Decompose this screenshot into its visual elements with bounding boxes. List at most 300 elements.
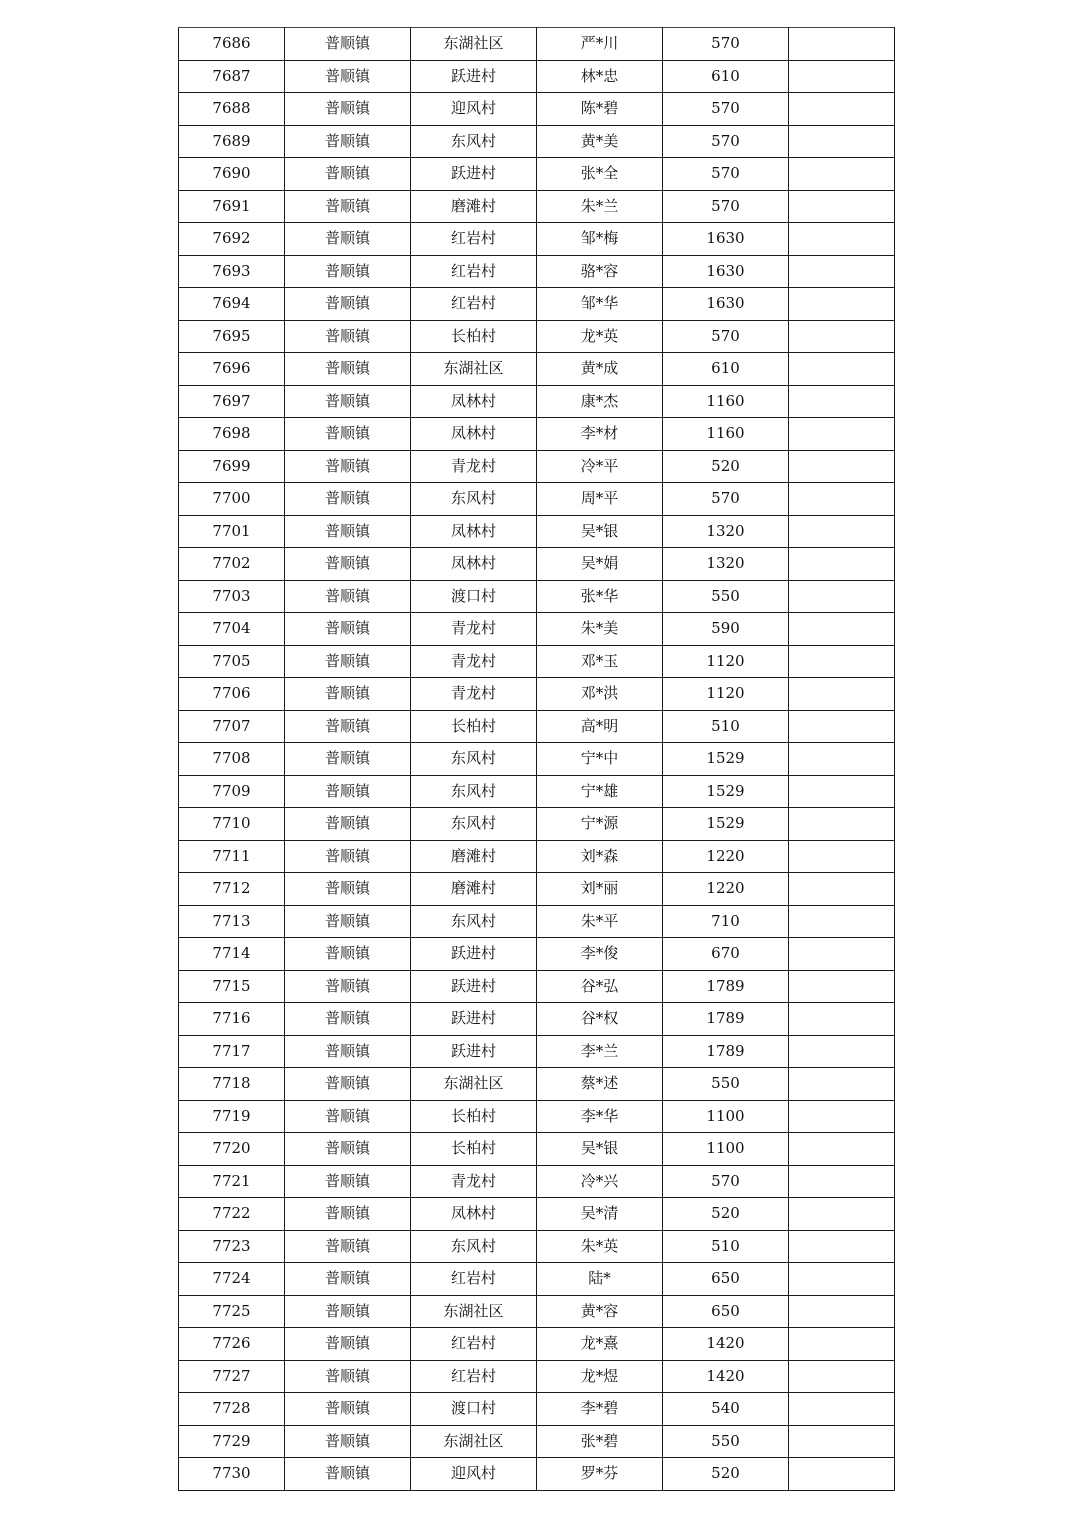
table-row	[179, 125, 895, 158]
row-number-cell: 7689	[179, 125, 285, 158]
remark-cell	[789, 223, 895, 256]
amount-cell: 1100	[663, 1100, 789, 1133]
name-cell: 罗*芬	[537, 1458, 663, 1491]
village-cell: 东风村	[411, 808, 537, 841]
row-number-cell: 7719	[179, 1100, 285, 1133]
amount-cell: 550	[663, 1425, 789, 1458]
town-cell: 普顺镇	[285, 1360, 411, 1393]
town-cell: 普顺镇	[285, 1003, 411, 1036]
table-row	[179, 840, 895, 873]
town-cell: 普顺镇	[285, 840, 411, 873]
row-number-cell: 7707	[179, 710, 285, 743]
name-cell: 李*材	[537, 418, 663, 451]
name-cell: 李*碧	[537, 1393, 663, 1426]
amount-cell: 1160	[663, 418, 789, 451]
town-cell: 普顺镇	[285, 450, 411, 483]
table-row	[179, 28, 895, 61]
village-cell: 红岩村	[411, 255, 537, 288]
table-row	[179, 223, 895, 256]
town-cell: 普顺镇	[285, 93, 411, 126]
table-row	[179, 678, 895, 711]
table-row	[179, 1263, 895, 1296]
row-number-cell: 7730	[179, 1458, 285, 1491]
remark-cell	[789, 1035, 895, 1068]
remark-cell	[789, 320, 895, 353]
remark-cell	[789, 710, 895, 743]
remark-cell	[789, 808, 895, 841]
village-cell: 跃进村	[411, 60, 537, 93]
remark-cell	[789, 938, 895, 971]
village-cell: 东风村	[411, 743, 537, 776]
row-number-cell: 7686	[179, 28, 285, 61]
town-cell: 普顺镇	[285, 1393, 411, 1426]
row-number-cell: 7706	[179, 678, 285, 711]
village-cell: 青龙村	[411, 1165, 537, 1198]
table-row	[179, 873, 895, 906]
name-cell: 宁*中	[537, 743, 663, 776]
row-number-cell: 7721	[179, 1165, 285, 1198]
remark-cell	[789, 190, 895, 223]
name-cell: 谷*弘	[537, 970, 663, 1003]
remark-cell	[789, 1458, 895, 1491]
village-cell: 渡口村	[411, 1393, 537, 1426]
row-number-cell: 7701	[179, 515, 285, 548]
amount-cell: 550	[663, 1068, 789, 1101]
amount-cell: 710	[663, 905, 789, 938]
table-row	[179, 580, 895, 613]
amount-cell: 550	[663, 580, 789, 613]
amount-cell: 520	[663, 1458, 789, 1491]
row-number-cell: 7705	[179, 645, 285, 678]
amount-cell: 1789	[663, 1035, 789, 1068]
remark-cell	[789, 840, 895, 873]
row-number-cell: 7703	[179, 580, 285, 613]
table-row	[179, 1068, 895, 1101]
name-cell: 蔡*述	[537, 1068, 663, 1101]
remark-cell	[789, 1165, 895, 1198]
village-cell: 东湖社区	[411, 353, 537, 386]
remark-cell	[789, 678, 895, 711]
village-cell: 跃进村	[411, 938, 537, 971]
remark-cell	[789, 450, 895, 483]
amount-cell: 1529	[663, 743, 789, 776]
village-cell: 东湖社区	[411, 1295, 537, 1328]
name-cell: 冷*兴	[537, 1165, 663, 1198]
row-number-cell: 7716	[179, 1003, 285, 1036]
town-cell: 普顺镇	[285, 548, 411, 581]
name-cell: 龙*英	[537, 320, 663, 353]
name-cell: 朱*美	[537, 613, 663, 646]
row-number-cell: 7724	[179, 1263, 285, 1296]
row-number-cell: 7687	[179, 60, 285, 93]
amount-cell: 570	[663, 158, 789, 191]
remark-cell	[789, 1198, 895, 1231]
amount-cell: 610	[663, 60, 789, 93]
table-row	[179, 288, 895, 321]
town-cell: 普顺镇	[285, 1328, 411, 1361]
town-cell: 普顺镇	[285, 938, 411, 971]
town-cell: 普顺镇	[285, 1263, 411, 1296]
town-cell: 普顺镇	[285, 743, 411, 776]
remark-cell	[789, 905, 895, 938]
name-cell: 宁*雄	[537, 775, 663, 808]
name-cell: 周*平	[537, 483, 663, 516]
village-cell: 红岩村	[411, 1360, 537, 1393]
town-cell: 普顺镇	[285, 353, 411, 386]
village-cell: 长柏村	[411, 710, 537, 743]
amount-cell: 1120	[663, 678, 789, 711]
amount-cell: 540	[663, 1393, 789, 1426]
row-number-cell: 7692	[179, 223, 285, 256]
name-cell: 邓*洪	[537, 678, 663, 711]
row-number-cell: 7710	[179, 808, 285, 841]
table-row	[179, 1458, 895, 1491]
remark-cell	[789, 1133, 895, 1166]
table-row	[179, 515, 895, 548]
table-row	[179, 1165, 895, 1198]
town-cell: 普顺镇	[285, 190, 411, 223]
town-cell: 普顺镇	[285, 1068, 411, 1101]
amount-cell: 1420	[663, 1328, 789, 1361]
village-cell: 东湖社区	[411, 1425, 537, 1458]
village-cell: 东湖社区	[411, 1068, 537, 1101]
town-cell: 普顺镇	[285, 60, 411, 93]
town-cell: 普顺镇	[285, 808, 411, 841]
remark-cell	[789, 1295, 895, 1328]
remark-cell	[789, 1230, 895, 1263]
village-cell: 凤林村	[411, 418, 537, 451]
remark-cell	[789, 1100, 895, 1133]
town-cell: 普顺镇	[285, 1458, 411, 1491]
village-cell: 长柏村	[411, 1100, 537, 1133]
row-number-cell: 7711	[179, 840, 285, 873]
town-cell: 普顺镇	[285, 580, 411, 613]
row-number-cell: 7688	[179, 93, 285, 126]
row-number-cell: 7690	[179, 158, 285, 191]
name-cell: 吴*银	[537, 515, 663, 548]
town-cell: 普顺镇	[285, 255, 411, 288]
name-cell: 刘*森	[537, 840, 663, 873]
town-cell: 普顺镇	[285, 158, 411, 191]
row-number-cell: 7728	[179, 1393, 285, 1426]
table-row	[179, 1230, 895, 1263]
town-cell: 普顺镇	[285, 1198, 411, 1231]
village-cell: 跃进村	[411, 1003, 537, 1036]
town-cell: 普顺镇	[285, 320, 411, 353]
table-row	[179, 418, 895, 451]
remark-cell	[789, 1328, 895, 1361]
amount-cell: 570	[663, 320, 789, 353]
town-cell: 普顺镇	[285, 223, 411, 256]
name-cell: 邹*华	[537, 288, 663, 321]
row-number-cell: 7725	[179, 1295, 285, 1328]
row-number-cell: 7698	[179, 418, 285, 451]
name-cell: 冷*平	[537, 450, 663, 483]
remark-cell	[789, 353, 895, 386]
row-number-cell: 7715	[179, 970, 285, 1003]
village-cell: 红岩村	[411, 223, 537, 256]
town-cell: 普顺镇	[285, 775, 411, 808]
remark-cell	[789, 418, 895, 451]
name-cell: 谷*权	[537, 1003, 663, 1036]
row-number-cell: 7694	[179, 288, 285, 321]
row-number-cell: 7700	[179, 483, 285, 516]
remark-cell	[789, 775, 895, 808]
village-cell: 红岩村	[411, 288, 537, 321]
name-cell: 黄*美	[537, 125, 663, 158]
name-cell: 黄*成	[537, 353, 663, 386]
name-cell: 吴*清	[537, 1198, 663, 1231]
name-cell: 朱*平	[537, 905, 663, 938]
amount-cell: 670	[663, 938, 789, 971]
row-number-cell: 7699	[179, 450, 285, 483]
amount-cell: 510	[663, 710, 789, 743]
village-cell: 长柏村	[411, 1133, 537, 1166]
village-cell: 磨滩村	[411, 873, 537, 906]
amount-cell: 1630	[663, 223, 789, 256]
row-number-cell: 7723	[179, 1230, 285, 1263]
row-number-cell: 7720	[179, 1133, 285, 1166]
name-cell: 张*碧	[537, 1425, 663, 1458]
name-cell: 刘*丽	[537, 873, 663, 906]
village-cell: 东风村	[411, 125, 537, 158]
village-cell: 东风村	[411, 905, 537, 938]
name-cell: 康*杰	[537, 385, 663, 418]
amount-cell: 1529	[663, 808, 789, 841]
table-body	[179, 28, 895, 1491]
amount-cell: 510	[663, 1230, 789, 1263]
village-cell: 磨滩村	[411, 840, 537, 873]
village-cell: 磨滩村	[411, 190, 537, 223]
row-number-cell: 7693	[179, 255, 285, 288]
town-cell: 普顺镇	[285, 905, 411, 938]
row-number-cell: 7697	[179, 385, 285, 418]
remark-cell	[789, 255, 895, 288]
remark-cell	[789, 970, 895, 1003]
town-cell: 普顺镇	[285, 515, 411, 548]
table-row	[179, 710, 895, 743]
amount-cell: 1320	[663, 548, 789, 581]
name-cell: 朱*英	[537, 1230, 663, 1263]
table-row	[179, 1100, 895, 1133]
village-cell: 迎风村	[411, 93, 537, 126]
table-row	[179, 450, 895, 483]
town-cell: 普顺镇	[285, 1035, 411, 1068]
name-cell: 邓*玉	[537, 645, 663, 678]
amount-cell: 650	[663, 1295, 789, 1328]
table-row	[179, 1133, 895, 1166]
village-cell: 红岩村	[411, 1263, 537, 1296]
remark-cell	[789, 1068, 895, 1101]
remark-cell	[789, 288, 895, 321]
name-cell: 李*华	[537, 1100, 663, 1133]
table-row	[179, 645, 895, 678]
village-cell: 凤林村	[411, 515, 537, 548]
amount-cell: 1630	[663, 255, 789, 288]
name-cell: 黄*容	[537, 1295, 663, 1328]
row-number-cell: 7722	[179, 1198, 285, 1231]
village-cell: 东湖社区	[411, 28, 537, 61]
village-cell: 长柏村	[411, 320, 537, 353]
amount-cell: 590	[663, 613, 789, 646]
village-cell: 红岩村	[411, 1328, 537, 1361]
town-cell: 普顺镇	[285, 1165, 411, 1198]
village-cell: 凤林村	[411, 385, 537, 418]
amount-cell: 570	[663, 483, 789, 516]
name-cell: 张*华	[537, 580, 663, 613]
town-cell: 普顺镇	[285, 418, 411, 451]
name-cell: 张*全	[537, 158, 663, 191]
table-row	[179, 353, 895, 386]
table-row	[179, 60, 895, 93]
row-number-cell: 7714	[179, 938, 285, 971]
name-cell: 高*明	[537, 710, 663, 743]
name-cell: 林*忠	[537, 60, 663, 93]
amount-cell: 1100	[663, 1133, 789, 1166]
remark-cell	[789, 158, 895, 191]
town-cell: 普顺镇	[285, 645, 411, 678]
table-row	[179, 93, 895, 126]
row-number-cell: 7726	[179, 1328, 285, 1361]
amount-cell: 570	[663, 93, 789, 126]
table-row	[179, 385, 895, 418]
town-cell: 普顺镇	[285, 1425, 411, 1458]
amount-cell: 1220	[663, 840, 789, 873]
remark-cell	[789, 645, 895, 678]
table-row	[179, 320, 895, 353]
remark-cell	[789, 93, 895, 126]
town-cell: 普顺镇	[285, 970, 411, 1003]
amount-cell: 1160	[663, 385, 789, 418]
amount-cell: 1320	[663, 515, 789, 548]
name-cell: 龙*熹	[537, 1328, 663, 1361]
name-cell: 陆*	[537, 1263, 663, 1296]
town-cell: 普顺镇	[285, 385, 411, 418]
town-cell: 普顺镇	[285, 1295, 411, 1328]
remark-cell	[789, 28, 895, 61]
village-cell: 东风村	[411, 483, 537, 516]
remark-cell	[789, 515, 895, 548]
table-row	[179, 1035, 895, 1068]
name-cell: 邹*梅	[537, 223, 663, 256]
table-row	[179, 808, 895, 841]
remark-cell	[789, 580, 895, 613]
remark-cell	[789, 1263, 895, 1296]
town-cell: 普顺镇	[285, 1100, 411, 1133]
name-cell: 骆*容	[537, 255, 663, 288]
subsidy-table	[178, 27, 895, 1491]
table-row	[179, 613, 895, 646]
town-cell: 普顺镇	[285, 288, 411, 321]
amount-cell: 1220	[663, 873, 789, 906]
row-number-cell: 7695	[179, 320, 285, 353]
name-cell: 宁*源	[537, 808, 663, 841]
name-cell: 吴*银	[537, 1133, 663, 1166]
village-cell: 渡口村	[411, 580, 537, 613]
remark-cell	[789, 1003, 895, 1036]
remark-cell	[789, 1360, 895, 1393]
town-cell: 普顺镇	[285, 1133, 411, 1166]
village-cell: 东风村	[411, 775, 537, 808]
village-cell: 青龙村	[411, 645, 537, 678]
table-row	[179, 938, 895, 971]
village-cell: 青龙村	[411, 613, 537, 646]
remark-cell	[789, 548, 895, 581]
amount-cell: 570	[663, 28, 789, 61]
table-row	[179, 775, 895, 808]
village-cell: 东风村	[411, 1230, 537, 1263]
row-number-cell: 7727	[179, 1360, 285, 1393]
remark-cell	[789, 60, 895, 93]
remark-cell	[789, 1393, 895, 1426]
table-row	[179, 1360, 895, 1393]
town-cell: 普顺镇	[285, 125, 411, 158]
village-cell: 凤林村	[411, 548, 537, 581]
amount-cell: 570	[663, 190, 789, 223]
table-row	[179, 905, 895, 938]
table-row	[179, 1393, 895, 1426]
table-row	[179, 1003, 895, 1036]
row-number-cell: 7713	[179, 905, 285, 938]
village-cell: 青龙村	[411, 450, 537, 483]
row-number-cell: 7712	[179, 873, 285, 906]
town-cell: 普顺镇	[285, 678, 411, 711]
row-number-cell: 7708	[179, 743, 285, 776]
town-cell: 普顺镇	[285, 28, 411, 61]
name-cell: 龙*煜	[537, 1360, 663, 1393]
remark-cell	[789, 613, 895, 646]
amount-cell: 1420	[663, 1360, 789, 1393]
remark-cell	[789, 125, 895, 158]
table-row	[179, 743, 895, 776]
row-number-cell: 7696	[179, 353, 285, 386]
amount-cell: 1789	[663, 970, 789, 1003]
name-cell: 陈*碧	[537, 93, 663, 126]
village-cell: 迎风村	[411, 1458, 537, 1491]
village-cell: 跃进村	[411, 158, 537, 191]
amount-cell: 650	[663, 1263, 789, 1296]
remark-cell	[789, 1425, 895, 1458]
table-row	[179, 255, 895, 288]
amount-cell: 1529	[663, 775, 789, 808]
village-cell: 凤林村	[411, 1198, 537, 1231]
amount-cell: 1789	[663, 1003, 789, 1036]
village-cell: 跃进村	[411, 970, 537, 1003]
row-number-cell: 7702	[179, 548, 285, 581]
town-cell: 普顺镇	[285, 613, 411, 646]
amount-cell: 520	[663, 1198, 789, 1231]
remark-cell	[789, 743, 895, 776]
table-row	[179, 1198, 895, 1231]
amount-cell: 570	[663, 125, 789, 158]
table-row	[179, 158, 895, 191]
amount-cell: 570	[663, 1165, 789, 1198]
row-number-cell: 7709	[179, 775, 285, 808]
remark-cell	[789, 483, 895, 516]
table-row	[179, 1295, 895, 1328]
name-cell: 李*兰	[537, 1035, 663, 1068]
amount-cell: 1120	[663, 645, 789, 678]
town-cell: 普顺镇	[285, 873, 411, 906]
row-number-cell: 7704	[179, 613, 285, 646]
row-number-cell: 7691	[179, 190, 285, 223]
name-cell: 严*川	[537, 28, 663, 61]
name-cell: 吴*娟	[537, 548, 663, 581]
name-cell: 朱*兰	[537, 190, 663, 223]
row-number-cell: 7729	[179, 1425, 285, 1458]
row-number-cell: 7717	[179, 1035, 285, 1068]
town-cell: 普顺镇	[285, 710, 411, 743]
